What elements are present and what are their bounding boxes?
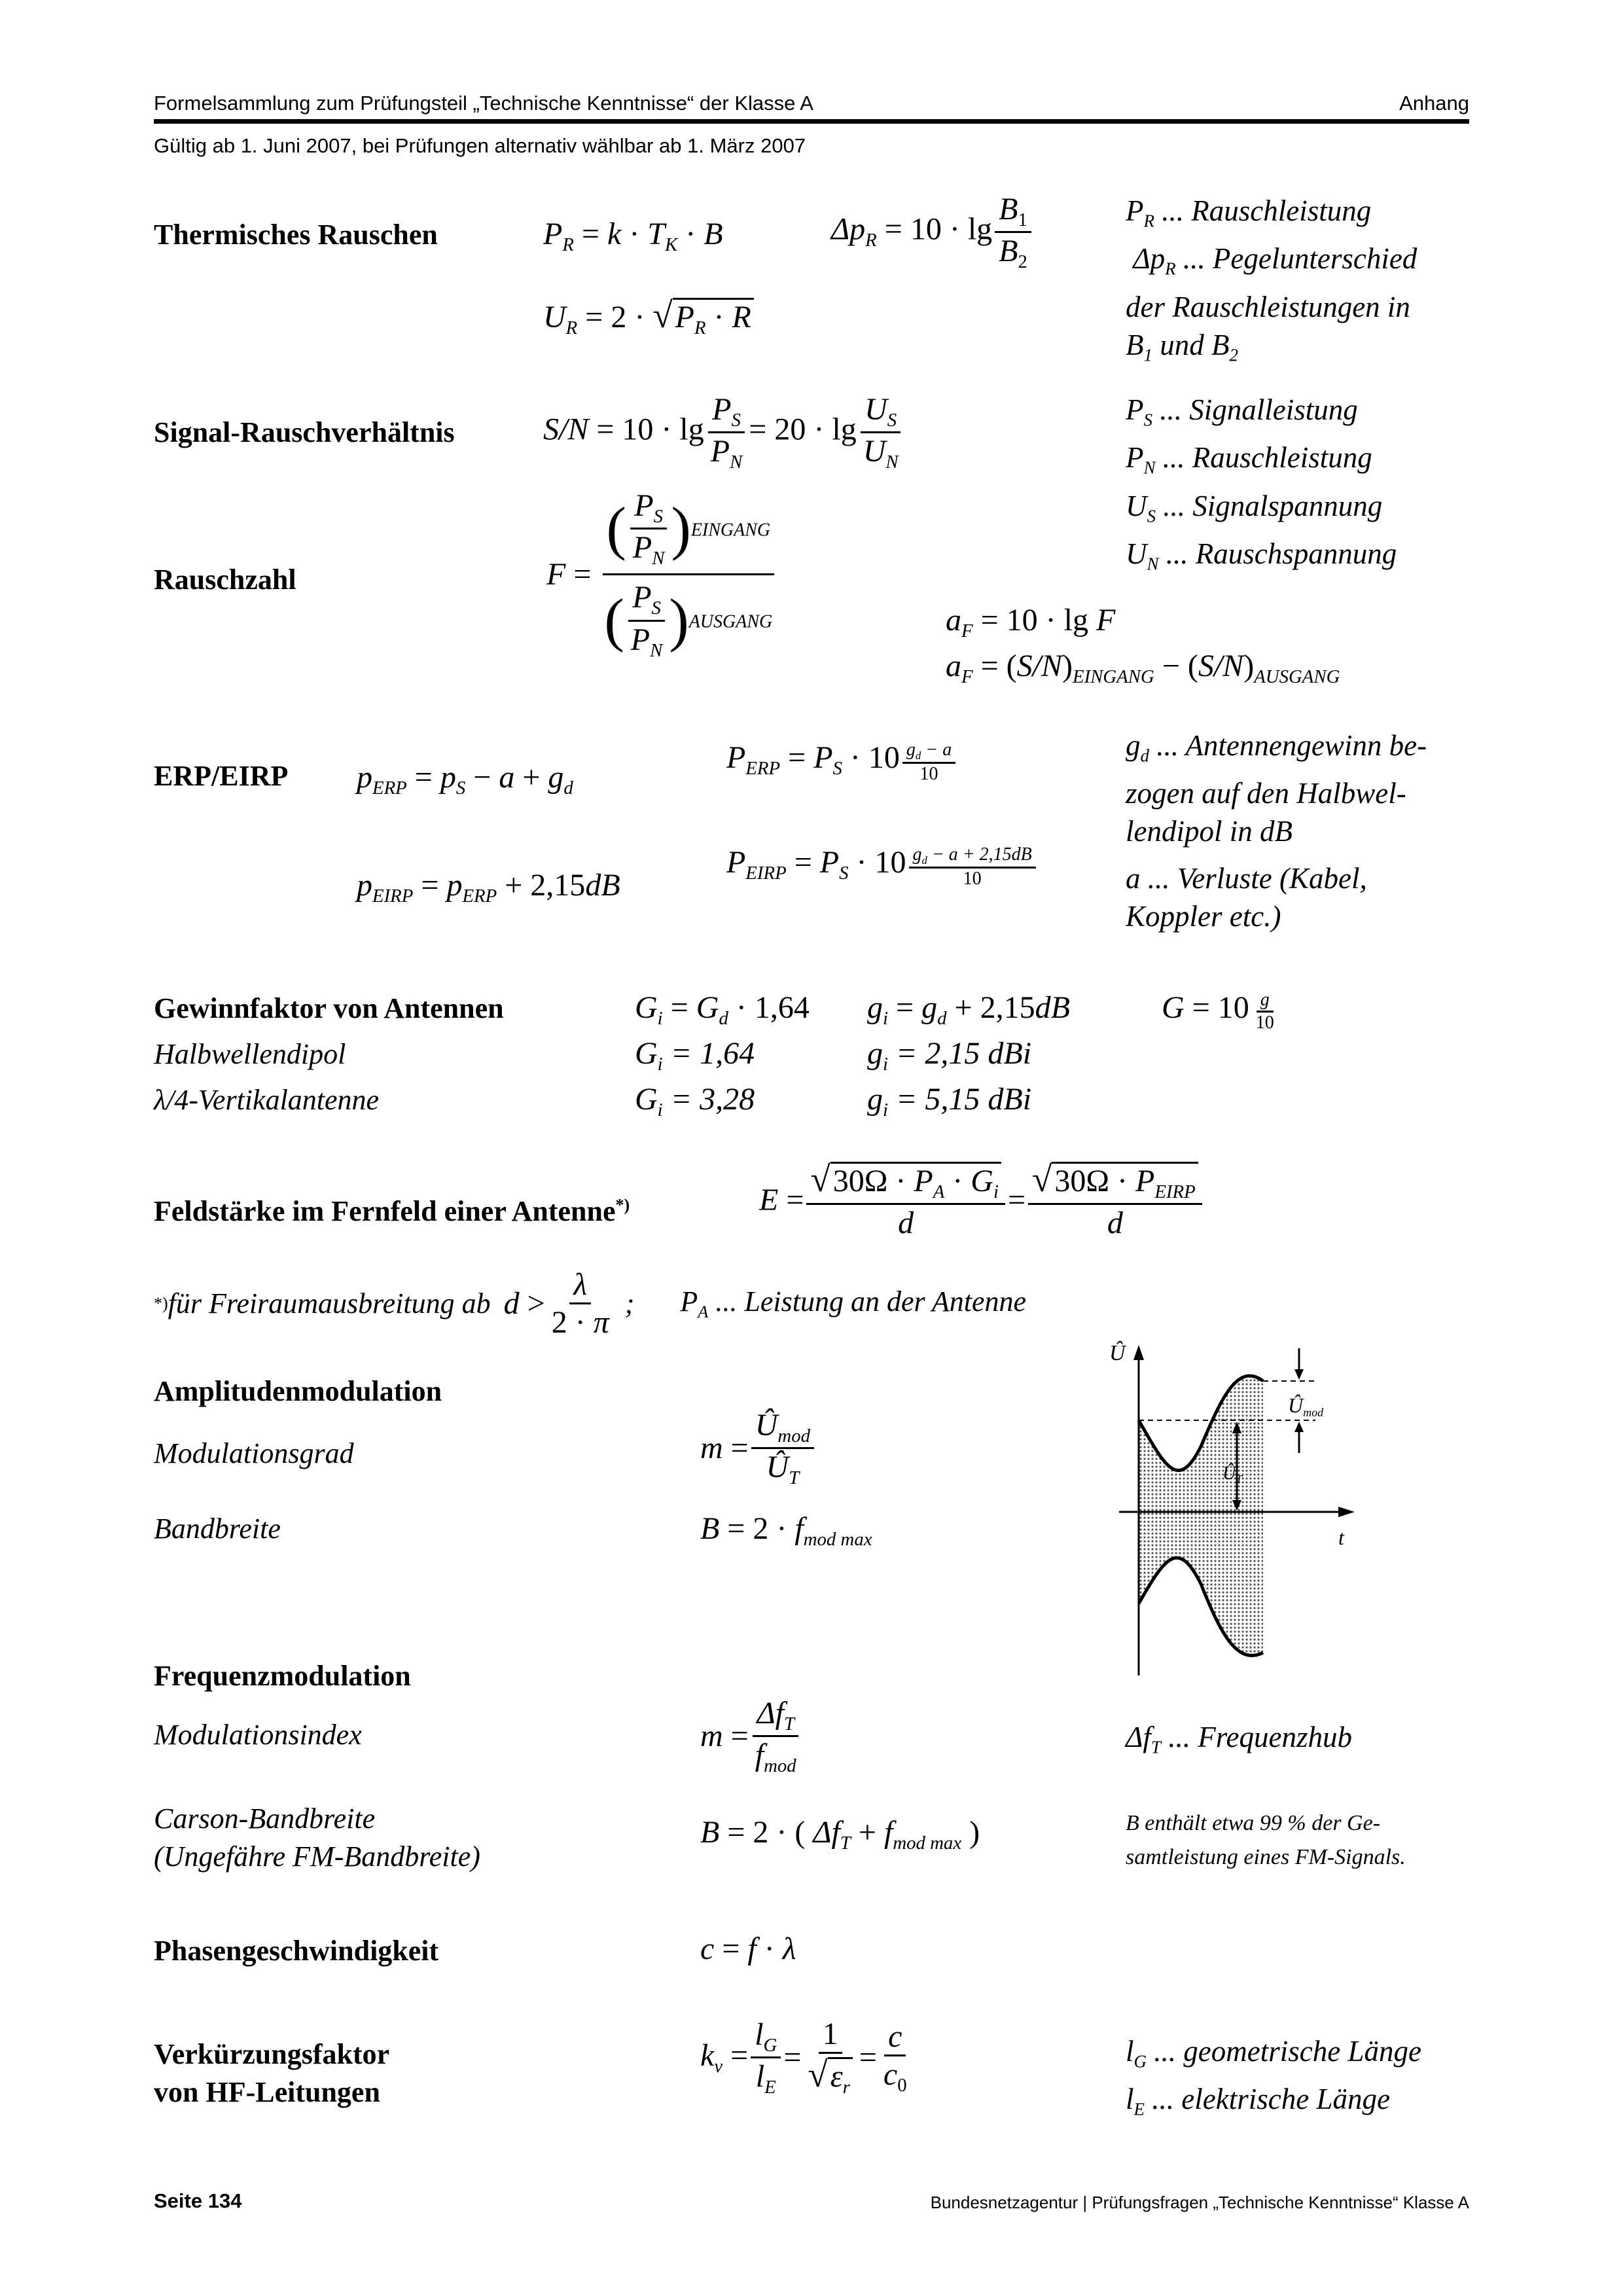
- formula-thermal-power: $P_R = k \cdot T_K \cdot B$: [543, 217, 723, 256]
- section-title-am: Amplitudenmodulation: [154, 1375, 442, 1407]
- fm-note: B enthält etwa 99 % der Ge- samtleistung eines FM-Signals.: [1126, 1811, 1406, 1869]
- am-axis-u-label: Û: [1109, 1341, 1126, 1365]
- erp-desc: $g_d$ ... Antennengewinn be- zogen auf den Halbwel- lendipol in dB a ... Verluste (Kabel, Koppler etc.): [1126, 729, 1427, 933]
- gain-row-dipol-gdbi: $g_i = 2,15$ dBi: [867, 1036, 1032, 1075]
- formula-fm-carson: B = 2 · ( $\Delta f_T + f_{mod max}$ ): [700, 1815, 980, 1854]
- formula-gain-db: $g_i = g_d + 2,15dB$: [867, 990, 1070, 1030]
- formula-eirp-power: $P_{EIRP} = P_S \cdot 10$ $\frac{g_d - a + 2,15dB}{10}$: [726, 844, 1039, 889]
- section-title-field: Feldstärke im Fernfeld einer Antenne*): [154, 1195, 630, 1227]
- formula-erp-power: $P_{ERP} = P_S \cdot 10$ $\frac{g_d - a}{10}$: [726, 740, 958, 785]
- thermal-desc: $P_R$ ... Rauschleistung $\Delta p_R$ ... Pegelunterschied der Rauschleistungen in $B_1$ und $B_2$: [1126, 194, 1418, 365]
- gain-row-vertical-label: λ/4-Vertikalantenne: [154, 1084, 380, 1116]
- am-envelope-figure: [1080, 1335, 1361, 1676]
- am-bw-label: Bandbreite: [154, 1513, 281, 1545]
- gain-row-vertical-gdbi: $g_i = 5,15$ dBi: [867, 1082, 1032, 1121]
- fm-index-label: Modulationsindex: [154, 1719, 362, 1751]
- section-title-noise-figure: Rauschzahl: [154, 564, 296, 596]
- am-umod-arrow-bottom: [1294, 1422, 1304, 1432]
- section-title-fm: Frequenzmodulation: [154, 1660, 411, 1692]
- formula-thermal-level: $\Delta p_R = 10 \cdot \lg$ $\frac{B_1}{B_2}$: [831, 191, 1034, 273]
- am-ut-label: $Û_T$: [1222, 1463, 1243, 1486]
- section-title-snr: Signal-Rauschverhältnis: [154, 416, 455, 448]
- am-envelope-fill: [1139, 1376, 1263, 1655]
- formula-eirp-level: $p_{EIRP} = p_{ERP} + 2,15dB$: [357, 868, 620, 907]
- section-title-gain: Gewinnfaktor von Antennen: [154, 992, 504, 1024]
- section-title-erp: ERP/EIRP: [154, 760, 289, 792]
- fm-desc: $\Delta f_T$ ... Frequenzhub: [1126, 1721, 1352, 1757]
- field-footnote: *) für Freiraumausbreitung ab d > $\frac{\lambda}{2 \cdot \pi}$ ; $P_A$ ... Leistung an der Antenne: [154, 1267, 1027, 1340]
- header-section: Anhang: [1399, 92, 1469, 115]
- formula-gain-exp: G = 10 $\frac{g}{10}$: [1162, 990, 1274, 1033]
- gain-row-dipol-label: Halbwellendipol: [154, 1038, 346, 1070]
- am-mod-label: Modulationsgrad: [154, 1437, 354, 1469]
- fm-carson-label: Carson-Bandbreite (Ungefähre FM-Bandbreite): [154, 1803, 480, 1873]
- header-rule: [154, 119, 1469, 124]
- am-x-arrow: [1338, 1507, 1355, 1517]
- formula-field-strength: E = $\frac{√30\Omega \cdot P_A \cdot G_i}{d}$ = $\frac{√30\Omega \cdot P_{EIRP}}{d}$: [759, 1158, 1205, 1241]
- gain-row-dipol-gi: $G_i = 1,64$: [635, 1036, 755, 1075]
- gain-row-vertical-gi: $G_i = 3,28$: [635, 1082, 755, 1121]
- footer-page-number: Seite 134: [154, 2189, 242, 2212]
- vk-desc: $l_G$ ... geometrische Länge $l_E$ ... elektrische Länge: [1126, 2035, 1421, 2119]
- formula-velocity-factor: $k_v$ = $\frac{l_G}{l_E}$ = $\frac{1}{√\varepsilon_r}$ = $\frac{c}{c_0}$: [700, 2017, 907, 2098]
- formula-noise-figure: F = ( $\frac{P_S}{P_N}$ )EINGANG ( $\frac{P_S}{P_N}$ )AUSGANG: [546, 488, 779, 662]
- formula-snr: S/N = 10 · lg $\frac{P_S}{P_N}$ = 20 · lg $\frac{U_S}{U_N}$: [543, 391, 905, 473]
- formula-am-mod: m = $\frac{Û_{mod}}{Û_T}$: [700, 1407, 817, 1489]
- footer-source: Bundesnetzagentur | Prüfungsfragen „Technische Kenntnisse“ Klasse A: [930, 2193, 1469, 2212]
- formula-gain-factor: $G_i = G_d \cdot 1,64$: [635, 990, 810, 1030]
- section-title-thermal: Thermisches Rauschen: [154, 219, 438, 251]
- section-title-phase: Phasengeschwindigkeit: [154, 1935, 439, 1967]
- snr-desc: $P_S$ ... Signalleistung $P_N$ ... Rauschleistung $U_S$ ... Signalspannung $U_N$ ... Rauschspannung: [1126, 393, 1397, 574]
- am-umod-label: Ûmod: [1288, 1393, 1324, 1419]
- header-title: Formelsammlung zum Prüfungsteil „Technische Kenntnisse“ der Klasse A: [154, 92, 813, 115]
- formula-noise-figure-diff: $a_F = (S/N)_{EINGANG} - (S/N)_{AUSGANG}$: [946, 649, 1340, 688]
- am-umod-arrow-top: [1294, 1369, 1304, 1380]
- am-axis-t-label: t: [1338, 1526, 1344, 1549]
- formula-noise-figure-db: $a_F = 10 \cdot \lg F$: [946, 603, 1116, 642]
- am-y-arrow: [1133, 1345, 1144, 1360]
- formula-phase-velocity: c = f · λ: [700, 1931, 796, 1966]
- section-title-vk: Verkürzungsfaktor von HF-Leitungen: [154, 2038, 390, 2108]
- header-subtitle: Gültig ab 1. Juni 2007, bei Prüfungen alternativ wählbar ab 1. März 2007: [154, 134, 806, 157]
- formula-erp-level: $p_{ERP} = p_S - a + g_d$: [357, 760, 573, 799]
- formula-fm-index: m = $\frac{\Delta f_T}{f_{mod}}$: [700, 1695, 803, 1777]
- formula-thermal-voltage: $U_R = 2 \cdot √P_R \cdot R$: [543, 295, 754, 339]
- formula-am-bw: $B = 2 \cdot f_{mod max}$: [700, 1511, 872, 1551]
